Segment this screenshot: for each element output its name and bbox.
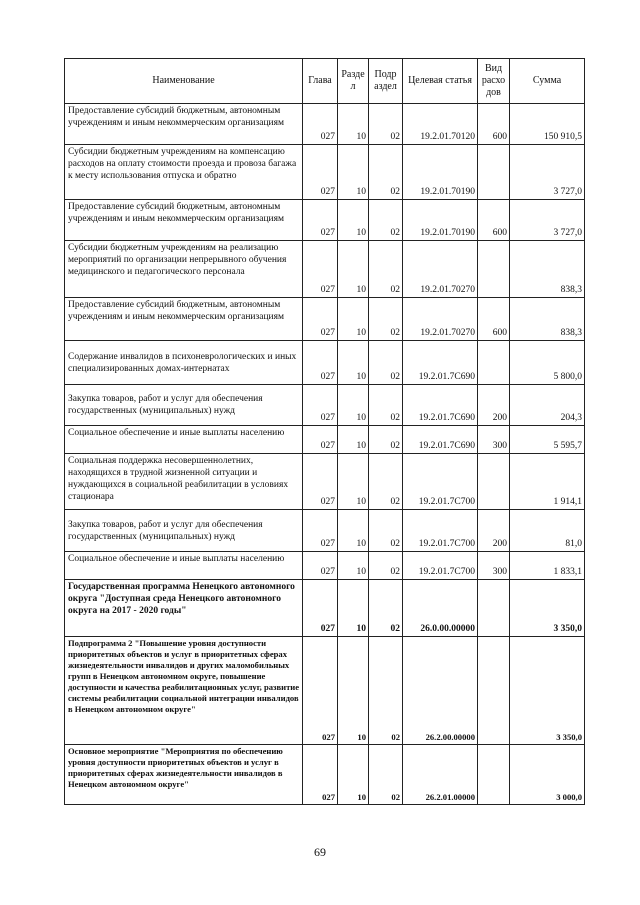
row-razdel: 10 bbox=[338, 341, 369, 385]
row-podrazdel: 02 bbox=[369, 298, 403, 341]
table-row bbox=[65, 145, 585, 200]
row-podrazdel: 02 bbox=[369, 745, 403, 805]
row-tsel: 19.2.01.70120 bbox=[403, 104, 478, 145]
row-name: Содержание инвалидов в психоневрологических и иных специализированных домах-интернатах bbox=[65, 341, 303, 385]
row-summa: 3 350,0 bbox=[510, 637, 585, 745]
row-summa: 204,3 bbox=[510, 385, 585, 426]
row-glava: 027 bbox=[303, 341, 338, 385]
row-name: Субсидии бюджетным учреждениям на реализацию мероприятий по организации непрерывного обучения медицинского и педагогического персонала bbox=[65, 241, 303, 298]
table-header-row bbox=[65, 59, 585, 104]
header-podrazdel: Подр аздел bbox=[369, 59, 403, 104]
table-row bbox=[65, 104, 585, 145]
row-podrazdel: 02 bbox=[369, 385, 403, 426]
header-name: Наименование bbox=[65, 59, 303, 104]
row-glava: 027 bbox=[303, 552, 338, 580]
table-row bbox=[65, 241, 585, 298]
table-row bbox=[65, 510, 585, 552]
table-row bbox=[65, 580, 585, 637]
row-vid: 600 bbox=[478, 104, 510, 145]
table-row bbox=[65, 385, 585, 426]
row-summa: 81,0 bbox=[510, 510, 585, 552]
row-razdel: 10 bbox=[338, 298, 369, 341]
table-row bbox=[65, 298, 585, 341]
row-name: Подпрограмма 2 "Повышение уровня доступности приоритетных объектов и услуг в приоритетных сферах жизнедеятельности инвалидов и других маломобильных групп в Ненецком автономном округе, повышение доступности и качества реабилитационных услуг, развитие системы реабилитации социальной интеграции инвалидов в Ненецком автономном округе" bbox=[65, 637, 303, 745]
row-tsel: 19.2.01.7С690 bbox=[403, 385, 478, 426]
budget-table-page bbox=[64, 58, 584, 805]
row-summa: 3 000,0 bbox=[510, 745, 585, 805]
header-vid: Вид расхо дов bbox=[478, 59, 510, 104]
row-vid bbox=[478, 454, 510, 510]
table-row bbox=[65, 745, 585, 805]
row-razdel: 10 bbox=[338, 241, 369, 298]
row-summa: 150 910,5 bbox=[510, 104, 585, 145]
row-name: Основное мероприятие "Мероприятия по обеспечению уровня доступности приоритетных объектов и услуг в приоритетных сферах жизнедеятельности инвалидов в Ненецком автономном округе" bbox=[65, 745, 303, 805]
row-vid bbox=[478, 241, 510, 298]
row-glava: 027 bbox=[303, 200, 338, 241]
row-tsel: 19.2.01.7С690 bbox=[403, 426, 478, 454]
table-row bbox=[65, 637, 585, 745]
row-name: Социальное обеспечение и иные выплаты населению bbox=[65, 552, 303, 580]
row-tsel: 19.2.01.7С700 bbox=[403, 510, 478, 552]
row-summa: 3 350,0 bbox=[510, 580, 585, 637]
row-name: Субсидии бюджетным учреждениям на компенсацию расходов на оплату стоимости проезда и провоза багажа к месту использования отпуска и обратно bbox=[65, 145, 303, 200]
row-tsel: 19.2.01.7С690 bbox=[403, 341, 478, 385]
row-glava: 027 bbox=[303, 510, 338, 552]
row-name: Предоставление субсидий бюджетным, автономным учреждениям и иным некоммерческим организациям bbox=[65, 200, 303, 241]
row-name: Закупка товаров, работ и услуг для обеспечения государственных (муниципальных) нужд bbox=[65, 510, 303, 552]
row-podrazdel: 02 bbox=[369, 510, 403, 552]
row-glava: 027 bbox=[303, 454, 338, 510]
row-summa: 3 727,0 bbox=[510, 200, 585, 241]
row-glava: 027 bbox=[303, 241, 338, 298]
row-name: Социальная поддержка несовершеннолетних, находящихся в трудной жизненной ситуации и нуждающихся в социальной реабилитации в условиях стационара bbox=[65, 454, 303, 510]
row-razdel: 10 bbox=[338, 145, 369, 200]
row-summa: 5 800,0 bbox=[510, 341, 585, 385]
header-tsel: Целевая статья bbox=[403, 59, 478, 104]
row-name: Закупка товаров, работ и услуг для обеспечения государственных (муниципальных) нужд bbox=[65, 385, 303, 426]
row-vid bbox=[478, 580, 510, 637]
row-razdel: 10 bbox=[338, 454, 369, 510]
row-vid: 600 bbox=[478, 200, 510, 241]
row-podrazdel: 02 bbox=[369, 637, 403, 745]
row-podrazdel: 02 bbox=[369, 426, 403, 454]
row-podrazdel: 02 bbox=[369, 241, 403, 298]
row-tsel: 26.2.00.00000 bbox=[403, 637, 478, 745]
row-summa: 3 727,0 bbox=[510, 145, 585, 200]
row-razdel: 10 bbox=[338, 552, 369, 580]
row-vid: 300 bbox=[478, 552, 510, 580]
row-summa: 838,3 bbox=[510, 241, 585, 298]
table-row bbox=[65, 341, 585, 385]
row-tsel: 26.0.00.00000 bbox=[403, 580, 478, 637]
row-razdel: 10 bbox=[338, 385, 369, 426]
row-vid: 300 bbox=[478, 426, 510, 454]
row-vid bbox=[478, 341, 510, 385]
row-vid: 200 bbox=[478, 510, 510, 552]
row-glava: 027 bbox=[303, 298, 338, 341]
row-vid bbox=[478, 745, 510, 805]
row-podrazdel: 02 bbox=[369, 341, 403, 385]
row-razdel: 10 bbox=[338, 510, 369, 552]
table-row bbox=[65, 552, 585, 580]
row-tsel: 26.2.01.00000 bbox=[403, 745, 478, 805]
row-tsel: 19.2.01.7С700 bbox=[403, 552, 478, 580]
row-razdel: 10 bbox=[338, 200, 369, 241]
row-razdel: 10 bbox=[338, 104, 369, 145]
row-glava: 027 bbox=[303, 637, 338, 745]
header-razdel: Разде л bbox=[338, 59, 369, 104]
row-razdel: 10 bbox=[338, 745, 369, 805]
row-vid bbox=[478, 145, 510, 200]
row-vid: 200 bbox=[478, 385, 510, 426]
row-vid bbox=[478, 637, 510, 745]
row-razdel: 10 bbox=[338, 426, 369, 454]
row-tsel: 19.2.01.70270 bbox=[403, 241, 478, 298]
row-vid: 600 bbox=[478, 298, 510, 341]
row-tsel: 19.2.01.70270 bbox=[403, 298, 478, 341]
table-row bbox=[65, 200, 585, 241]
row-summa: 1 914,1 bbox=[510, 454, 585, 510]
row-tsel: 19.2.01.7С700 bbox=[403, 454, 478, 510]
row-razdel: 10 bbox=[338, 580, 369, 637]
row-glava: 027 bbox=[303, 426, 338, 454]
row-glava: 027 bbox=[303, 385, 338, 426]
row-tsel: 19.2.01.70190 bbox=[403, 145, 478, 200]
row-summa: 1 833,1 bbox=[510, 552, 585, 580]
header-glava: Глава bbox=[303, 59, 338, 104]
row-podrazdel: 02 bbox=[369, 145, 403, 200]
row-glava: 027 bbox=[303, 580, 338, 637]
row-name: Государственная программа Ненецкого автономного округа "Доступная среда Ненецкого автономного округа на 2017 - 2020 годы" bbox=[65, 580, 303, 637]
row-podrazdel: 02 bbox=[369, 454, 403, 510]
row-name: Предоставление субсидий бюджетным, автономным учреждениям и иным некоммерческим организациям bbox=[65, 298, 303, 341]
row-podrazdel: 02 bbox=[369, 552, 403, 580]
row-razdel: 10 bbox=[338, 637, 369, 745]
row-summa: 838,3 bbox=[510, 298, 585, 341]
row-glava: 027 bbox=[303, 145, 338, 200]
header-summa: Сумма bbox=[510, 59, 585, 104]
budget-table bbox=[64, 58, 585, 805]
page-number: 69 bbox=[314, 845, 326, 859]
row-name: Предоставление субсидий бюджетным, автономным учреждениям и иным некоммерческим организациям bbox=[65, 104, 303, 145]
row-tsel: 19.2.01.70190 bbox=[403, 200, 478, 241]
row-summa: 5 595,7 bbox=[510, 426, 585, 454]
table-row bbox=[65, 426, 585, 454]
row-name: Социальное обеспечение и иные выплаты населению bbox=[65, 426, 303, 454]
row-glava: 027 bbox=[303, 104, 338, 145]
row-podrazdel: 02 bbox=[369, 104, 403, 145]
row-podrazdel: 02 bbox=[369, 580, 403, 637]
row-glava: 027 bbox=[303, 745, 338, 805]
table-row bbox=[65, 454, 585, 510]
row-podrazdel: 02 bbox=[369, 200, 403, 241]
